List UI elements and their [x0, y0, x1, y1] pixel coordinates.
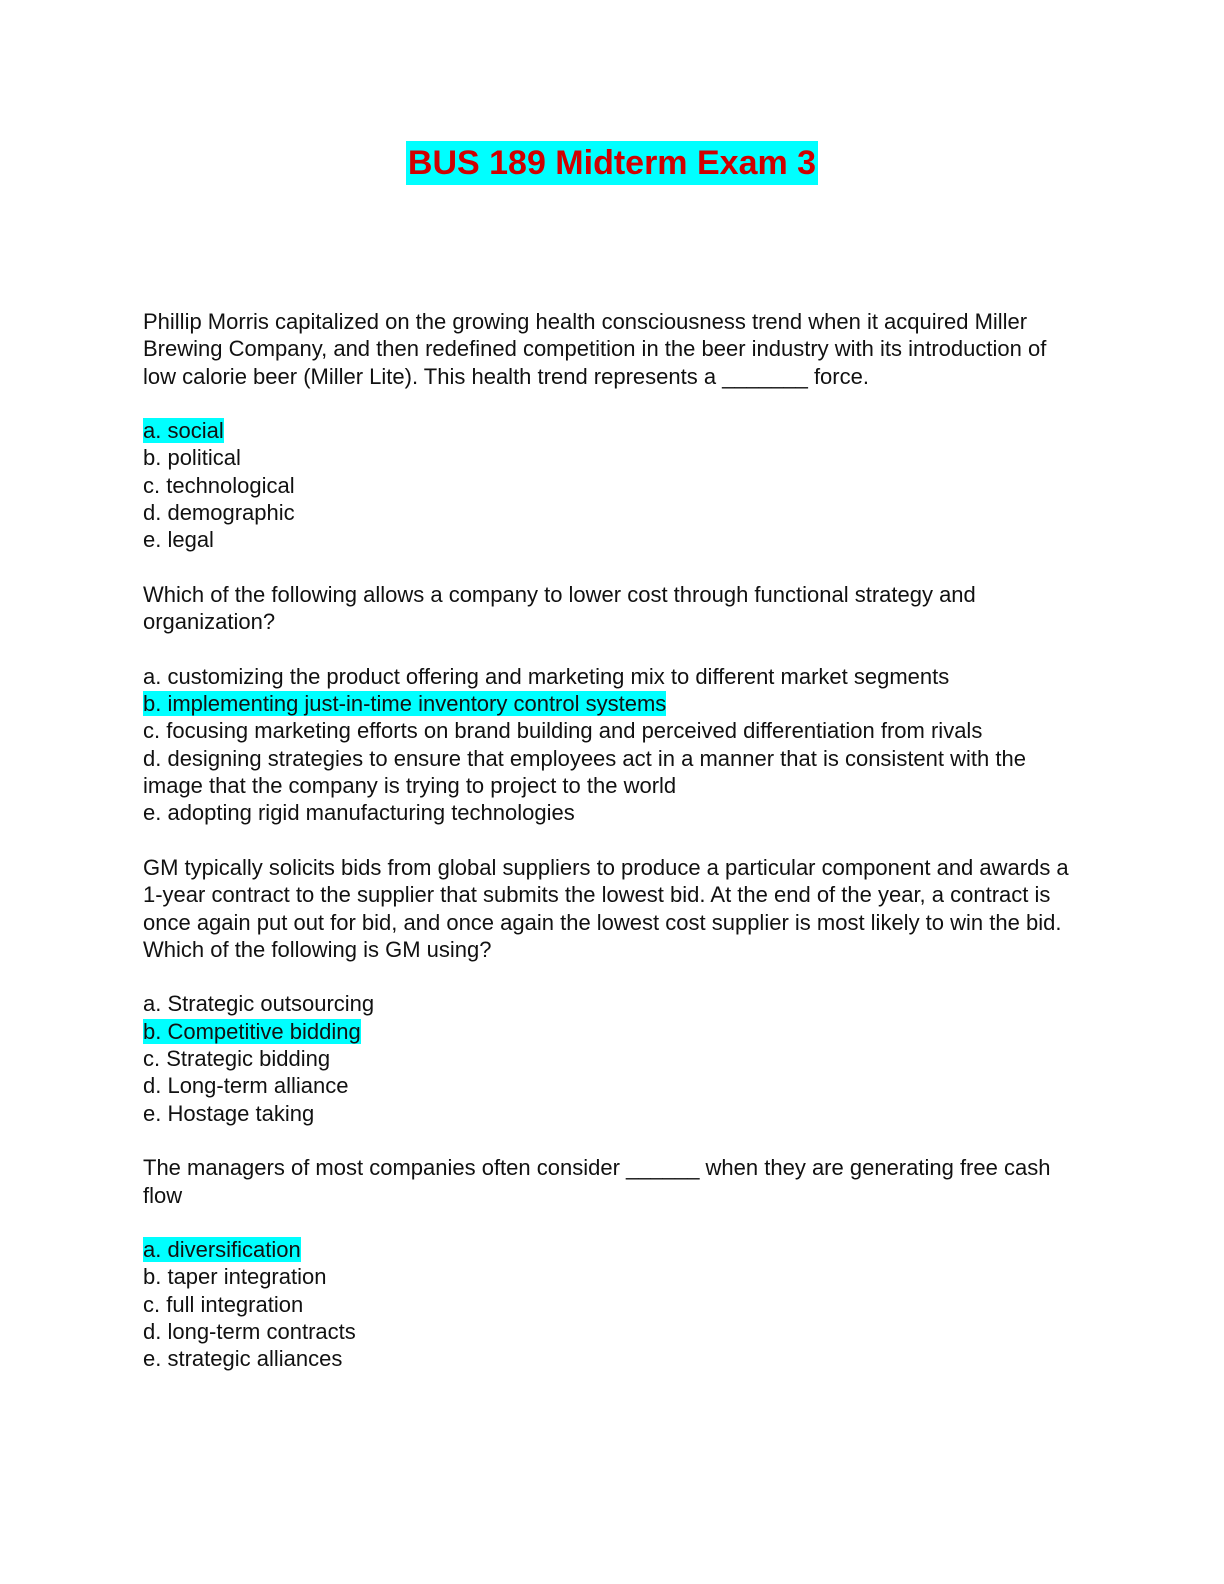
question-text: The managers of most companies often consider ______ when they are generating free cash flow [143, 1155, 1051, 1208]
answer-option: c. technological [143, 472, 295, 498]
answer-option: c. full integration [143, 1291, 304, 1317]
answer-option: e. strategic alliances [143, 1346, 343, 1372]
answer-highlighted: a. social [143, 418, 224, 444]
answer-options [143, 990, 1083, 1126]
answer-option: d. Long-term alliance [143, 1073, 349, 1099]
answer-option [143, 690, 1083, 717]
answer-highlighted: b. Competitive bidding [143, 1018, 361, 1044]
answer-option: b. taper integration [143, 1264, 327, 1290]
title-wrap [0, 141, 1224, 185]
question-text: Phillip Morris capitalized on the growing health consciousness trend when it acquired Miller Brewing Company, and then redefined competition in the beer industry with its introduction of low calorie beer (Miller Lite). This health trend represents a _______ force. [143, 309, 1047, 389]
answer-option: b. political [143, 445, 241, 471]
answer-options [143, 663, 1083, 827]
answer-option [143, 417, 1083, 444]
answer-highlighted: b. implementing just-in-time inventory control systems [143, 691, 667, 717]
answer-option [143, 1018, 1083, 1045]
question-list [143, 308, 1083, 1400]
question-text: Which of the following allows a company to lower cost through functional strategy and organization? [143, 581, 976, 635]
answer-option: d. long-term contracts [143, 1318, 356, 1344]
answer-option [143, 1236, 1083, 1263]
answer-option: e. legal [143, 527, 214, 553]
question-block [143, 308, 1083, 554]
answer-highlighted: a. diversification [143, 1237, 301, 1263]
question-block [143, 1154, 1083, 1372]
answer-option: d. demographic [143, 500, 295, 526]
answer-options [143, 417, 1083, 553]
answer-option: c. Strategic bidding [143, 1046, 331, 1072]
question-text: GM typically solicits bids from global suppliers to produce a particular component and awards a 1-year contract to the supplier that submits the lowest bid. At the end of the year, a contract is once again put out for bid, and once again the lowest cost supplier is most likely to win the bid. Which of the following is GM using? [143, 854, 1069, 962]
answer-option: c. focusing marketing efforts on brand building and perceived differentiation from rivals [143, 718, 983, 744]
answer-option: a. Strategic outsourcing [143, 991, 375, 1017]
answer-option: d. designing strategies to ensure that employees act in a manner that is consistent with the image that the company is trying to project to the world [143, 745, 1026, 799]
question-block [143, 581, 1083, 827]
exam-title: BUS 189 Midterm Exam 3 [406, 141, 818, 185]
answer-option: e. Hostage taking [143, 1100, 315, 1126]
answer-option: e. adopting rigid manufacturing technologies [143, 800, 575, 826]
answer-options [143, 1236, 1083, 1372]
answer-option: a. customizing the product offering and marketing mix to different market segments [143, 663, 950, 689]
question-block [143, 854, 1083, 1127]
